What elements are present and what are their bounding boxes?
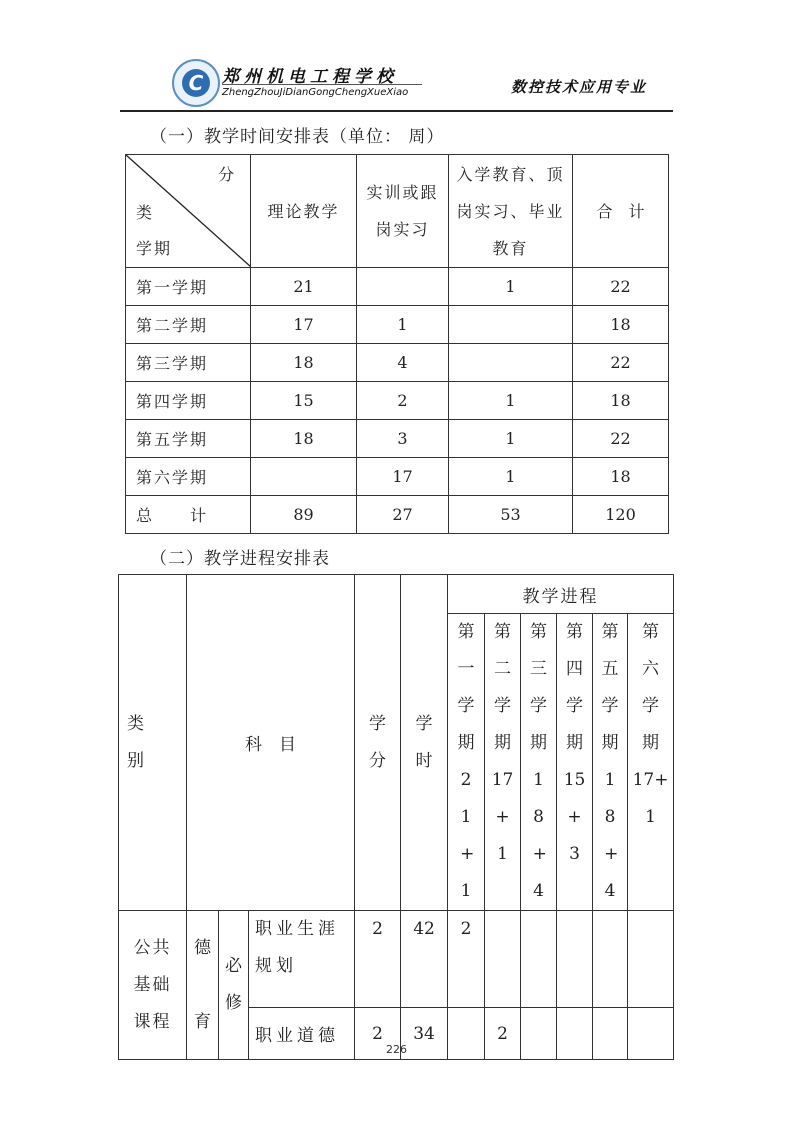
corner-label-bottom: 学期: [136, 239, 173, 258]
table-row: [126, 344, 669, 382]
theory-cell: [251, 458, 357, 496]
term-header: [485, 614, 521, 911]
theory-cell: 17: [251, 306, 357, 344]
term-cell: [485, 911, 521, 1008]
total-cell: 18: [573, 458, 669, 496]
term-label-cell: 第五学期: [126, 420, 251, 458]
term-label-cell: 第二学期: [126, 306, 251, 344]
type-cell: 必修: [219, 911, 249, 1060]
term-cell: 2: [485, 1008, 521, 1060]
practice-cell: 1: [357, 306, 449, 344]
total-cell: 120: [573, 496, 669, 534]
subject-cell: 职业生涯规划: [249, 911, 355, 1008]
credits-header: 学分: [355, 575, 401, 911]
table-row: [126, 496, 669, 534]
practice-cell: 27: [357, 496, 449, 534]
major-name: 数控技术应用专业: [511, 78, 648, 96]
table-row: [126, 420, 669, 458]
teaching-time-table: [125, 154, 669, 534]
col-header: 入学教育、顶岗实习、毕业教育: [449, 155, 573, 268]
col-header: 合 计: [573, 155, 669, 268]
term-header: [521, 614, 557, 911]
term-weeks: 18+4: [604, 770, 619, 901]
school-name-cn: 郑州机电工程学校: [222, 67, 398, 87]
term-weeks: 17+1: [632, 770, 669, 827]
other-cell: [449, 306, 573, 344]
term-cell: [521, 911, 557, 1008]
term-label: 第五学期: [601, 622, 619, 753]
term-cell: [593, 911, 628, 1008]
col-header: 理论教学: [251, 155, 357, 268]
practice-cell: 4: [357, 344, 449, 382]
practice-cell: 17: [357, 458, 449, 496]
subject-header: 科 目: [187, 575, 355, 911]
total-cell: 22: [573, 420, 669, 458]
hours-cell: 42: [401, 911, 448, 1008]
term-label-cell: 第三学期: [126, 344, 251, 382]
total-cell: 18: [573, 306, 669, 344]
corner-cell: [126, 155, 251, 268]
col-header: 实训或跟岗实习: [357, 155, 449, 268]
credits-cell: 2: [355, 1008, 401, 1060]
hours-cell: 34: [401, 1008, 448, 1060]
practice-cell: [357, 268, 449, 306]
table-row: [119, 911, 674, 1008]
subject-cell: 职业道德: [249, 1008, 355, 1060]
term-header: [448, 614, 485, 911]
page-number: 226: [386, 1043, 407, 1056]
hours-header: 学时: [401, 575, 448, 911]
divider: [222, 84, 422, 85]
term-label: 第四学期: [566, 622, 584, 753]
table-header-row: [126, 155, 669, 268]
theory-cell: 21: [251, 268, 357, 306]
term-cell: 2: [448, 911, 485, 1008]
term-cell: [628, 911, 674, 1008]
term-label: 第二学期: [494, 622, 512, 753]
term-cell: [557, 911, 593, 1008]
theory-cell: 15: [251, 382, 357, 420]
section2-title: （二）教学进程安排表: [150, 549, 330, 569]
other-cell: 1: [449, 382, 573, 420]
other-cell: 1: [449, 268, 573, 306]
total-cell: 18: [573, 382, 669, 420]
other-cell: 1: [449, 420, 573, 458]
term-header: [628, 614, 674, 911]
practice-cell: 2: [357, 382, 449, 420]
logo-emblem-icon: C: [182, 69, 210, 97]
table-row: [126, 268, 669, 306]
term-label: 第六学期: [642, 622, 660, 753]
credits-cell: 2: [355, 911, 401, 1008]
teaching-progress-table: [118, 574, 674, 1060]
term-label-cell: 第一学期: [126, 268, 251, 306]
theory-cell: 18: [251, 420, 357, 458]
table-row: [126, 306, 669, 344]
category-cell: 公共基础课程: [119, 911, 187, 1060]
total-cell: 22: [573, 268, 669, 306]
term-label: 第三学期: [530, 622, 548, 753]
other-cell: 53: [449, 496, 573, 534]
term-label: 第一学期: [457, 622, 475, 753]
header-rule: [120, 110, 673, 112]
theory-cell: 18: [251, 344, 357, 382]
practice-cell: 3: [357, 420, 449, 458]
table-row: [126, 458, 669, 496]
category-header: 类别: [119, 575, 187, 911]
term-label-cell: 总 计: [126, 496, 251, 534]
progress-header: 教学进程: [448, 575, 674, 614]
term-weeks: 18+4: [532, 770, 547, 901]
school-name-en: ZhengZhouJiDianGongChengXueXiao: [222, 87, 409, 98]
corner-label-mid: 类: [136, 203, 153, 222]
corner-label-top: 分: [217, 165, 234, 184]
subgroup-cell: 德育: [187, 911, 219, 1060]
term-label-cell: 第六学期: [126, 458, 251, 496]
school-logo: [172, 59, 220, 107]
term-label-cell: 第四学期: [126, 382, 251, 420]
term-weeks: 15+3: [563, 770, 586, 864]
total-cell: 22: [573, 344, 669, 382]
table-row: [126, 382, 669, 420]
other-cell: 1: [449, 458, 573, 496]
term-weeks: 21+1: [460, 770, 475, 901]
term-weeks: 17+1: [491, 770, 514, 864]
page-header: [0, 0, 793, 115]
other-cell: [449, 344, 573, 382]
table-header-row: [119, 575, 674, 614]
section1-title: （一）教学时间安排表（单位： 周）: [150, 127, 445, 147]
term-header: [593, 614, 628, 911]
theory-cell: 89: [251, 496, 357, 534]
term-header: [557, 614, 593, 911]
